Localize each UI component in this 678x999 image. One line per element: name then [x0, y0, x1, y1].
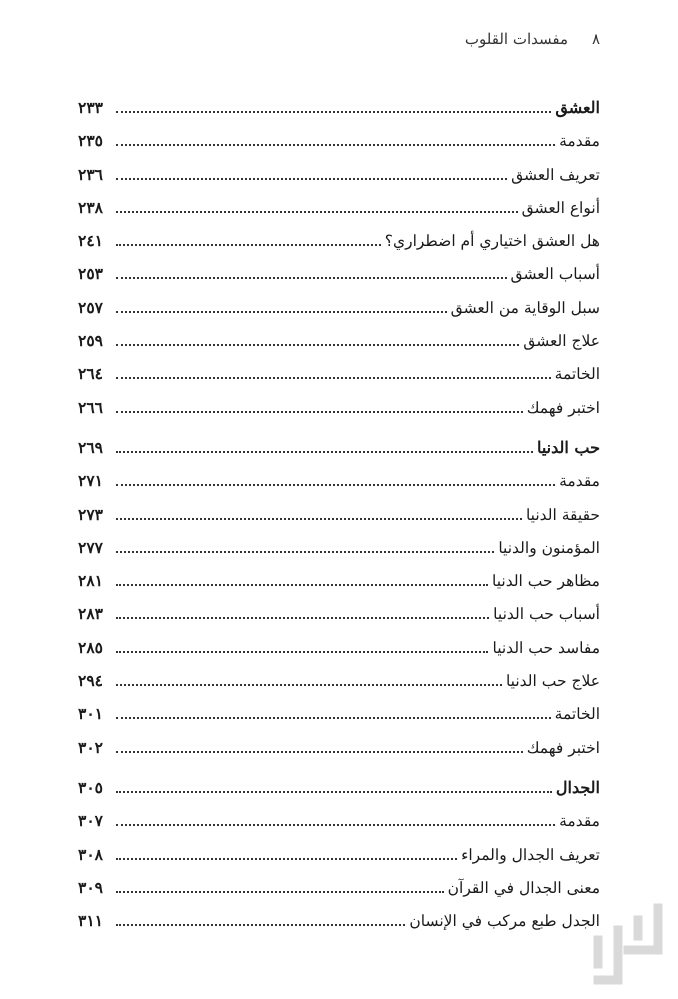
page-ref: ٣٠٢	[78, 737, 103, 757]
page-ref: ٢٣٣	[78, 98, 103, 117]
dot-leader	[116, 716, 551, 719]
page-ref: ٣٠٧	[78, 811, 103, 831]
toc-entry[interactable]	[0, 632, 678, 665]
page-ref: ٢٦٤	[78, 364, 103, 384]
section-title: الجدال	[555, 777, 600, 797]
entry-label: اختبر فهمك	[526, 398, 600, 417]
entry-label: مفاسد حب الدنيا	[492, 638, 600, 657]
entry-label: أنواع العشق	[521, 198, 600, 217]
page-ref: ٣٠٩	[78, 877, 103, 897]
toc-entry[interactable]	[0, 665, 678, 698]
toc-entry[interactable]	[0, 292, 678, 325]
entry-label: مظاهر حب الدنيا	[491, 572, 600, 591]
dot-leader	[116, 750, 523, 753]
toc-section	[0, 92, 678, 425]
page-ref: ٢٥٩	[78, 331, 103, 351]
page-ref: ٢٣٥	[78, 131, 103, 151]
page-ref: ٣٠٨	[78, 844, 103, 864]
section-title: حب الدنيا	[536, 437, 600, 457]
dot-leader	[116, 410, 523, 413]
entry-label: أسباب العشق	[510, 265, 600, 284]
entry-label: أسباب حب الدنيا	[493, 605, 600, 624]
toc-entry[interactable]	[0, 258, 678, 291]
toc-entry[interactable]	[0, 598, 678, 631]
page-ref: ٢٤١	[78, 231, 103, 251]
page-ref: ٣١١	[78, 911, 103, 931]
page-ref: ٢٣٨	[78, 197, 103, 217]
page-ref: ٢٩٤	[78, 671, 103, 691]
toc-section-heading[interactable]	[0, 772, 678, 805]
page-ref: ٢٥٧	[78, 297, 103, 317]
toc-entry[interactable]	[0, 358, 678, 391]
app-logo-watermark-icon	[588, 900, 668, 990]
section-title: العشق	[555, 98, 600, 117]
page-ref: ٢٧١	[78, 471, 103, 491]
toc-entry[interactable]	[0, 732, 678, 765]
dot-leader	[116, 616, 489, 619]
toc-entry[interactable]	[0, 872, 678, 905]
page-ref: ٢٨٥	[78, 637, 103, 657]
dot-leader	[116, 177, 507, 180]
dot-leader	[116, 890, 444, 893]
dot-leader	[116, 483, 555, 486]
toc-entry[interactable]	[0, 839, 678, 872]
entry-label: الخاتمة	[554, 705, 600, 724]
entry-label: علاج حب الدنيا	[505, 672, 600, 691]
page-ref: ٣٠١	[78, 704, 103, 724]
toc-entry[interactable]	[0, 698, 678, 731]
toc-entry[interactable]	[0, 905, 678, 938]
dot-leader	[116, 210, 518, 213]
toc-section-heading[interactable]	[0, 432, 678, 465]
dot-leader	[116, 276, 507, 279]
toc-entry[interactable]	[0, 465, 678, 498]
entry-label: علاج العشق	[523, 332, 600, 351]
dot-leader	[116, 583, 488, 586]
entry-label: اختبر فهمك	[526, 738, 600, 757]
dot-leader	[116, 550, 494, 553]
page-header	[0, 28, 678, 52]
entry-label: حقيقة الدنيا	[525, 505, 600, 524]
dot-leader	[116, 143, 555, 146]
entry-label: الخاتمة	[554, 365, 600, 384]
toc-entry[interactable]	[0, 192, 678, 225]
book-title: مفسدات القلوب	[464, 30, 568, 48]
page-ref: ٢٣٦	[78, 164, 103, 184]
page-ref: ٢٧٧	[78, 537, 103, 557]
dot-leader	[116, 343, 519, 346]
toc-entry[interactable]	[0, 565, 678, 598]
dot-leader	[116, 790, 552, 793]
page-ref: ٢٧٣	[78, 504, 103, 524]
dot-leader	[116, 683, 502, 686]
entry-label: الجدل طبع مركب في الإنسان	[409, 912, 600, 931]
table-of-contents	[0, 92, 678, 945]
dot-leader	[116, 923, 405, 926]
entry-label: هل العشق اختياري أم اضطراري؟	[384, 232, 600, 251]
dot-leader	[116, 650, 488, 653]
dot-leader	[116, 823, 555, 826]
entry-label: مقدمة	[559, 472, 600, 491]
dot-leader	[116, 450, 533, 453]
toc-entry[interactable]	[0, 805, 678, 838]
toc-entry[interactable]	[0, 325, 678, 358]
dot-leader	[116, 243, 381, 246]
entry-label: سبل الوقاية من العشق	[450, 298, 600, 317]
page-ref: ٣٠٥	[78, 777, 103, 797]
page-ref: ٢٨٣	[78, 604, 103, 624]
entry-label: تعريف الجدال والمراء	[461, 845, 600, 864]
toc-entry[interactable]	[0, 392, 678, 425]
toc-entry[interactable]	[0, 125, 678, 158]
entry-label: معنى الجدال في القرآن	[447, 878, 600, 897]
page-number: ٨	[591, 30, 600, 48]
page-ref: ٢٨١	[78, 571, 103, 591]
toc-section	[0, 432, 678, 765]
dot-leader	[116, 376, 551, 379]
dot-leader	[116, 857, 457, 860]
toc-section	[0, 772, 678, 938]
toc-entry[interactable]	[0, 499, 678, 532]
entry-label: المؤمنون والدنيا	[498, 538, 600, 557]
dot-leader	[116, 110, 551, 113]
dot-leader	[116, 310, 447, 313]
toc-entry[interactable]	[0, 159, 678, 192]
toc-entry[interactable]	[0, 532, 678, 565]
toc-section-heading[interactable]	[0, 92, 678, 125]
page-ref: ٢٦٩	[78, 437, 103, 457]
entry-label: مقدمة	[559, 132, 600, 151]
entry-label: تعريف العشق	[511, 165, 600, 184]
page-ref: ٢٥٣	[78, 264, 103, 284]
dot-leader	[116, 517, 522, 520]
entry-label: مقدمة	[559, 812, 600, 831]
page-ref: ٢٦٦	[78, 397, 103, 417]
toc-entry[interactable]	[0, 225, 678, 258]
